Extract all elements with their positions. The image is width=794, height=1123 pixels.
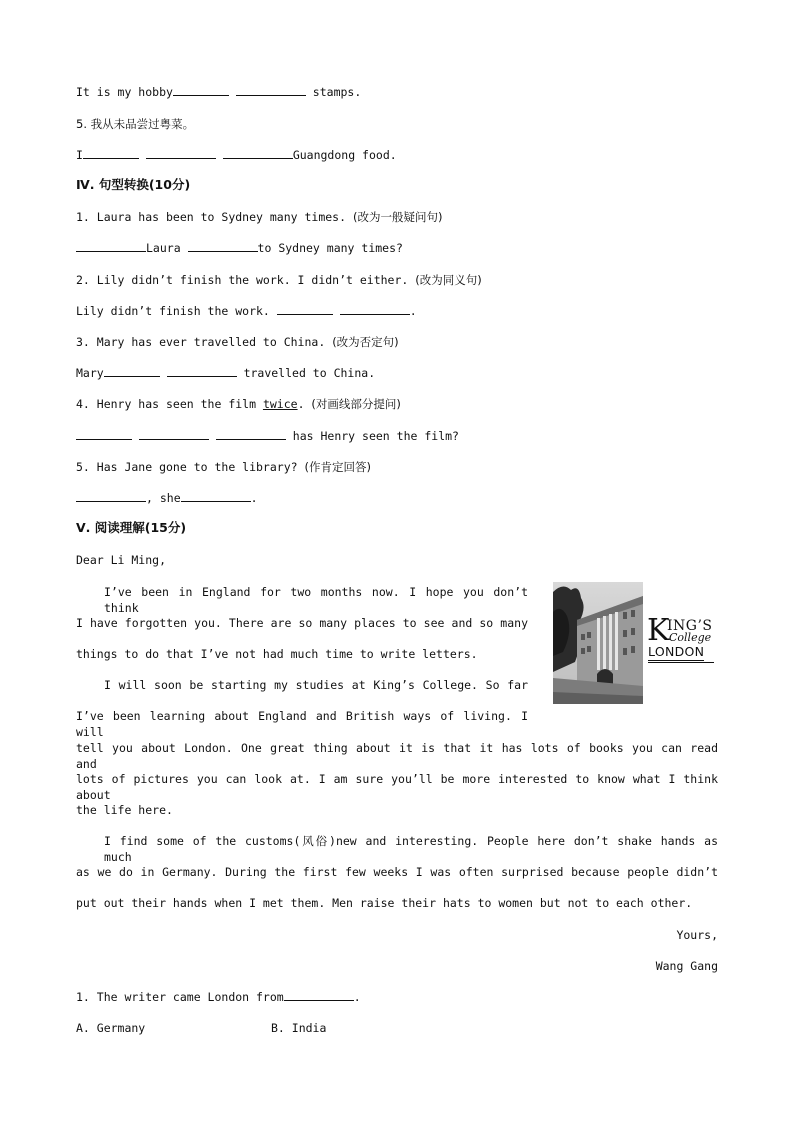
letter-greeting: Dear Li Ming, (76, 553, 167, 567)
answer-blank[interactable] (216, 429, 286, 440)
answer-blank[interactable] (277, 304, 333, 315)
letter-line: put out their hands when I met them. Men raise their hats to women but not to each other. (76, 896, 693, 910)
section-4-heading: Ⅳ. 句型转换(10分) (76, 177, 191, 192)
hobby-sentence: It is my hobby stamps. (76, 85, 362, 99)
answer-blank[interactable] (76, 491, 146, 502)
answer-blank[interactable] (76, 429, 132, 440)
answer-blank[interactable] (139, 429, 209, 440)
underlined-word: twice (262, 397, 298, 411)
mc-option-b[interactable]: B. India (271, 1021, 327, 1035)
letter-line: tell you about London. One great thing about it is that it has lots of books you can read and (76, 741, 718, 771)
answer-blank[interactable] (340, 304, 410, 315)
letter-signature: Wang Gang (655, 959, 718, 973)
mc-option-a[interactable]: A. Germany (76, 1021, 146, 1035)
kings-college-logo: K ING’S College LONDON (647, 614, 717, 664)
letter-line: things to do that I’ve not had much time to write letters. (76, 647, 478, 661)
letter-paragraph-2-cont (76, 740, 718, 818)
letter-line: I have forgotten you. There are so many places to see and so many (76, 616, 528, 630)
section-5-heading: Ⅴ. 阅读理解(15分) (76, 520, 187, 535)
answer-blank[interactable] (236, 85, 306, 96)
s4-answer-2: Lily didn’t finish the work. . (76, 304, 417, 318)
letter-paragraph-2 (76, 677, 528, 739)
letter-closing: Yours, (676, 928, 718, 942)
s4-question-4: 4. Henry has seen the film twice. (对画线部分提问) (76, 397, 401, 411)
letter-line: I find some of the customs(风俗)new and interesting. People here don’t shake hands as much (104, 834, 718, 864)
answer-blank[interactable] (284, 990, 354, 1001)
answer-blank[interactable] (83, 148, 139, 159)
letter-paragraph-3 (76, 833, 718, 911)
answer-blank[interactable] (76, 241, 146, 252)
answer-blank[interactable] (181, 491, 251, 502)
s4-question-3: 3. Mary has ever travelled to China. (改为否定句) (76, 335, 399, 349)
answer-blank[interactable] (167, 366, 237, 377)
kings-college-photo (553, 582, 643, 704)
s4-question-1: 1. Laura has been to Sydney many times. (改为一般疑问句) (76, 210, 443, 224)
letter-paragraph-1 (76, 584, 528, 662)
s4-question-2: 2. Lily didn’t finish the work. I didn’t either. (改为同义句) (76, 273, 482, 287)
letter-line: the life here. (76, 803, 173, 817)
s4-answer-5: , she . (76, 490, 258, 506)
s4-answer-3: Mary travelled to China. (76, 366, 376, 380)
s4-answer-4: has Henry seen the film? (76, 428, 459, 444)
letter-line: I’ve been learning about England and British ways of living. I will (76, 709, 528, 739)
letter-line: I will soon be starting my studies at King’s College. So far (104, 678, 528, 692)
s4-question-5: 5. Has Jane gone to the library? (作肯定回答) (76, 460, 371, 474)
letter-line: lots of pictures you can look at. I am sure you’ll be more interested to know what I think about (76, 772, 718, 802)
mc-question-1: 1. The writer came London from . (76, 990, 361, 1004)
answer-blank[interactable] (173, 85, 229, 96)
letter-line: I’ve been in England for two months now. I hope you don’t think (104, 585, 528, 615)
answer-blank[interactable] (223, 148, 293, 159)
building-illustration (553, 582, 643, 704)
answer-blank[interactable] (188, 241, 258, 252)
question-5-answer-line: I Guangdong food. (76, 148, 397, 162)
answer-blank[interactable] (146, 148, 216, 159)
question-5-prompt: 5. 我从未品尝过粤菜。 (76, 117, 195, 131)
answer-blank[interactable] (104, 366, 160, 377)
letter-line: as we do in Germany. During the first few weeks I was often surprised because people didn’t (76, 865, 718, 879)
s4-answer-1: Laura to Sydney many times? (76, 240, 403, 256)
